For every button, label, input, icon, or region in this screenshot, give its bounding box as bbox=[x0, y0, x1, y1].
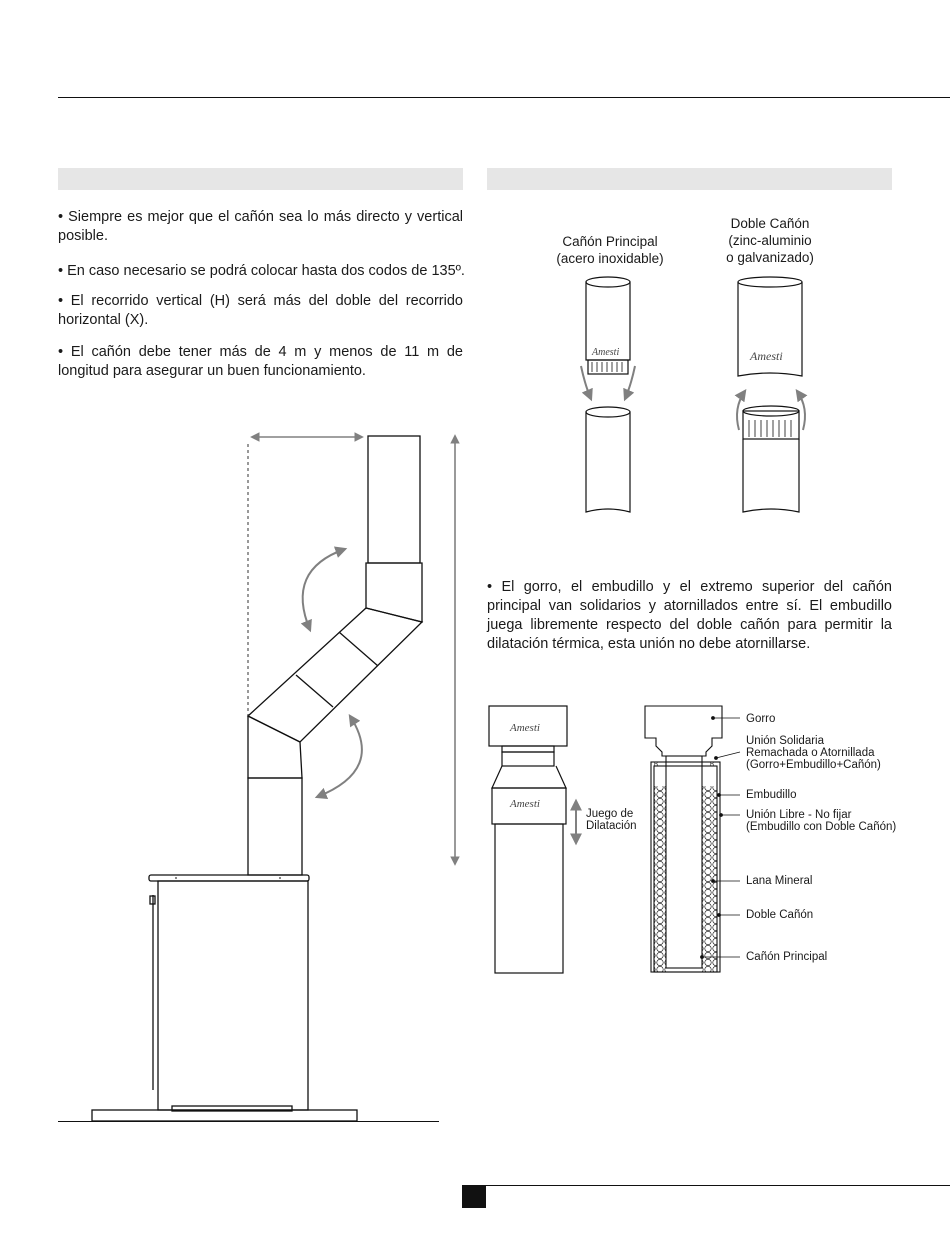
svg-text:Amesti: Amesti bbox=[510, 722, 540, 734]
svg-text:B: B bbox=[710, 762, 715, 768]
exterior-doble bbox=[495, 824, 563, 973]
callout-gorro: Gorro bbox=[746, 713, 776, 725]
svg-text:B: B bbox=[654, 762, 659, 768]
callout-embudillo: Embudillo bbox=[746, 789, 797, 801]
callout-union-libre: Unión Libre - No fijar (Embudillo con Doble Cañón) bbox=[746, 809, 897, 833]
callout-doble: Doble Cañón bbox=[746, 909, 814, 921]
callout-lana: Lana Mineral bbox=[746, 875, 813, 887]
svg-text:Amesti: Amesti bbox=[510, 798, 540, 810]
bullet-3: • El recorrido vertical (H) será más del doble del recorrido horizontal (X). bbox=[58, 293, 463, 328]
insulation-left bbox=[654, 786, 666, 972]
bullet-1: • Siempre es mejor que el cañón sea lo más directo y vertical posible. bbox=[58, 209, 463, 244]
bullet-2: • En caso necesario se podrá colocar hasta dos codos de 135º. bbox=[58, 263, 465, 279]
bullet-4: • El cañón debe tener más de 4 m y menos de 11 m de longitud para asegurar un buen funcionamiento. bbox=[58, 344, 463, 379]
callout-principal: Cañón Principal bbox=[746, 951, 828, 963]
doble-label: Doble Cañón (zinc-aluminio o galvanizado) bbox=[726, 216, 814, 265]
callout-union-solidaria: Unión Solidaria Remachada o Atornillada (Gorro+Embudillo+Cañón) bbox=[746, 735, 881, 771]
brand-logo-doble: Amesti bbox=[750, 349, 783, 363]
assembly-paragraph: • El gorro, el embudillo y el extremo superior del cañón principal van solidarios y atornillados entre sí. El embudillo juega libremente respecto del doble cañón para permitir la dilatación térmica, esta unión no debe atornillarse. bbox=[487, 579, 892, 652]
principal-label: Cañón Principal (acero inoxidable) bbox=[556, 234, 664, 266]
insulation-right bbox=[702, 786, 717, 972]
dilatacion-label: Juego de Dilatación bbox=[586, 808, 637, 832]
section-gorro bbox=[645, 706, 722, 756]
brand-logo-principal: Amesti bbox=[592, 347, 620, 358]
